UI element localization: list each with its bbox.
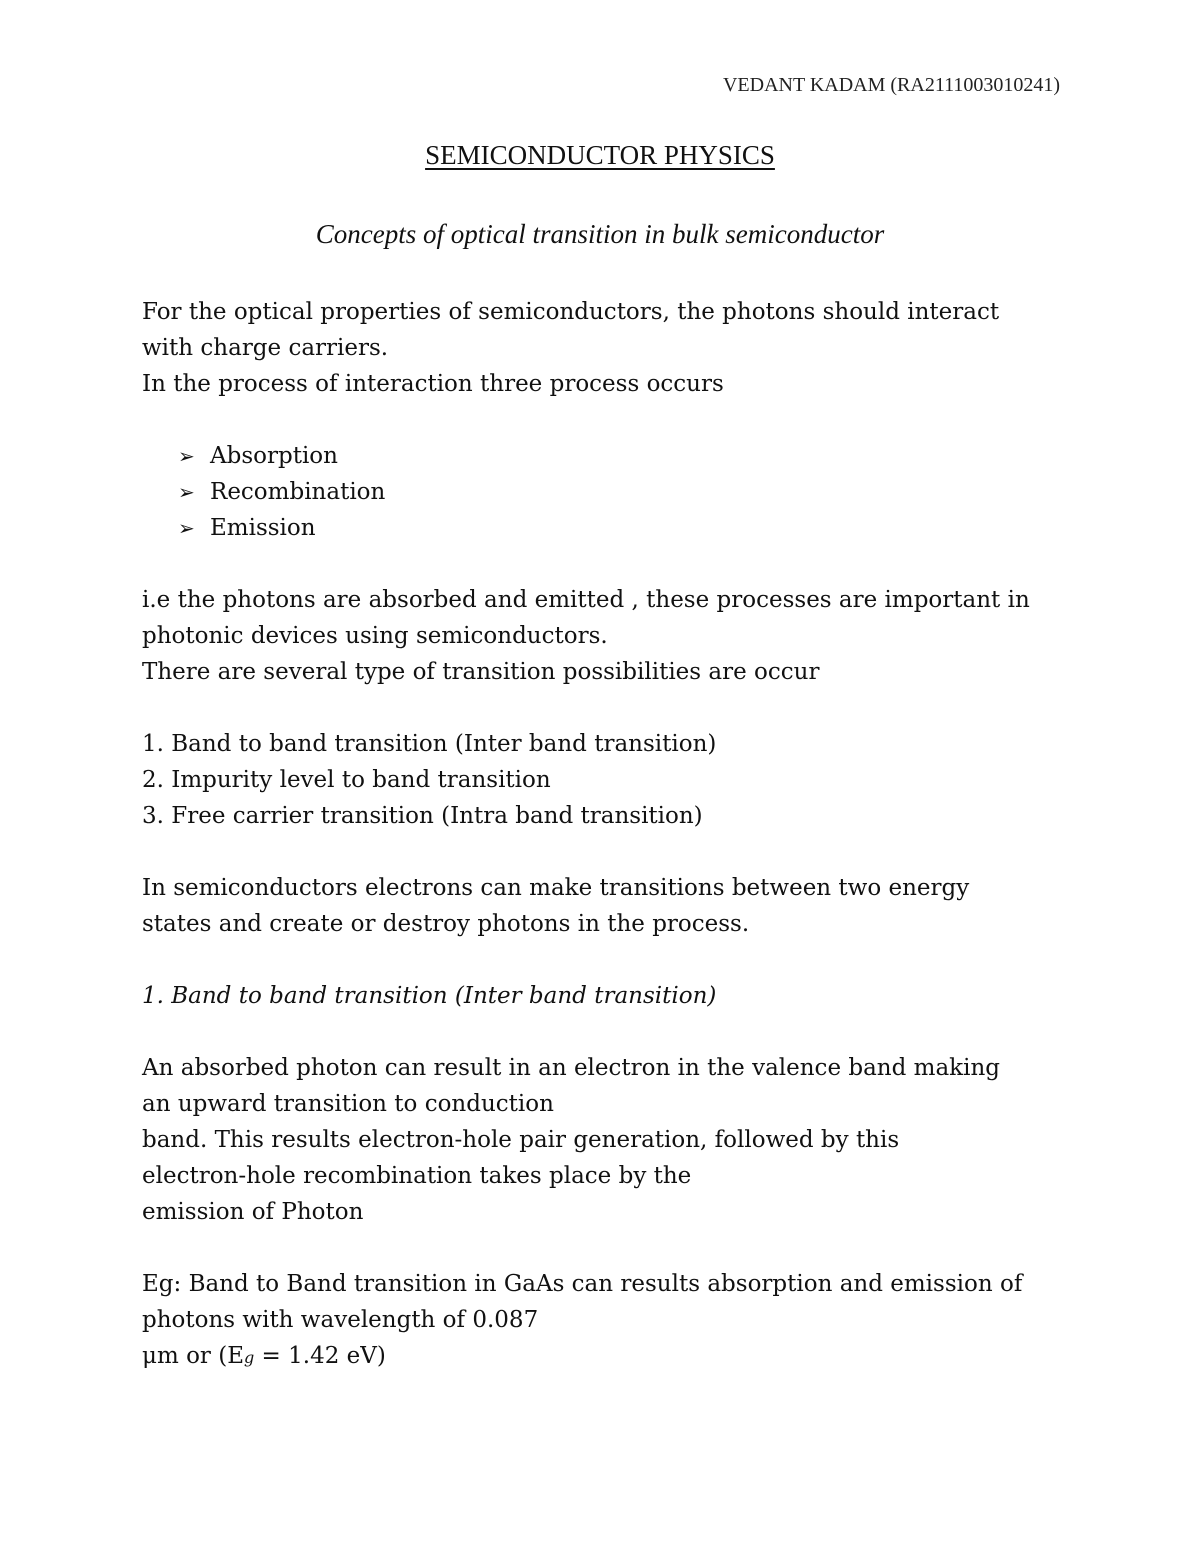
transition-item: 2. Impurity level to band transition (142, 767, 551, 793)
intro-line: For the optical properties of semiconductors, the photons should interact (142, 299, 1000, 325)
example-last-line: μm or (Eg = 1.42 eV) (142, 1343, 386, 1369)
arrow-bullet-icon: ➢ (178, 516, 195, 540)
paragraph-line: An absorbed photon can result in an electron in the valence band making (142, 1055, 1000, 1081)
list-item (142, 510, 1102, 546)
transition-item: 1. Band to band transition (Inter band transition) (142, 731, 717, 757)
process-label: Recombination (210, 479, 386, 505)
arrow-bullet-icon: ➢ (178, 480, 195, 504)
list-item (142, 438, 1102, 474)
example-line: photons with wavelength of 0.087 (142, 1307, 539, 1333)
paragraph-line: electron-hole recombination takes place by the (142, 1163, 692, 1189)
paragraph-line: i.e the photons are absorbed and emitted , these processes are important in (142, 587, 1030, 613)
arrow-bullet-icon: ➢ (178, 444, 195, 468)
paragraph-line: There are several type of transition possibilities are occur (142, 659, 820, 685)
document-title: SEMICONDUCTOR PHYSICS (425, 140, 775, 170)
document-subtitle: Concepts of optical transition in bulk semiconductor (315, 219, 885, 249)
paragraph-line: In semiconductors electrons can make transitions between two energy (142, 875, 970, 901)
transition-item: 3. Free carrier transition (Intra band transition) (142, 803, 703, 829)
paragraph-line: an upward transition to conduction (142, 1091, 554, 1117)
paragraph-line: states and create or destroy photons in the process. (142, 911, 750, 937)
paragraph-line: band. This results electron-hole pair generation, followed by this (142, 1127, 900, 1153)
section-heading: 1. Band to band transition (Inter band transition) (142, 983, 717, 1009)
example-line: Eg: Band to Band transition in GaAs can results absorption and emission of (142, 1271, 1023, 1297)
subscript-g: g (243, 1348, 255, 1367)
process-label: Emission (210, 515, 316, 541)
document-body (142, 294, 1102, 1374)
process-label: Absorption (210, 443, 338, 469)
intro-line: In the process of interaction three process occurs (142, 371, 724, 397)
intro-line: with charge carriers. (142, 335, 389, 361)
author-header: VEDANT KADAM (RA2111003010241) (722, 74, 1060, 96)
list-item (142, 474, 1102, 510)
paragraph-line: emission of Photon (142, 1199, 364, 1225)
paragraph-line: photonic devices using semiconductors. (142, 623, 608, 649)
